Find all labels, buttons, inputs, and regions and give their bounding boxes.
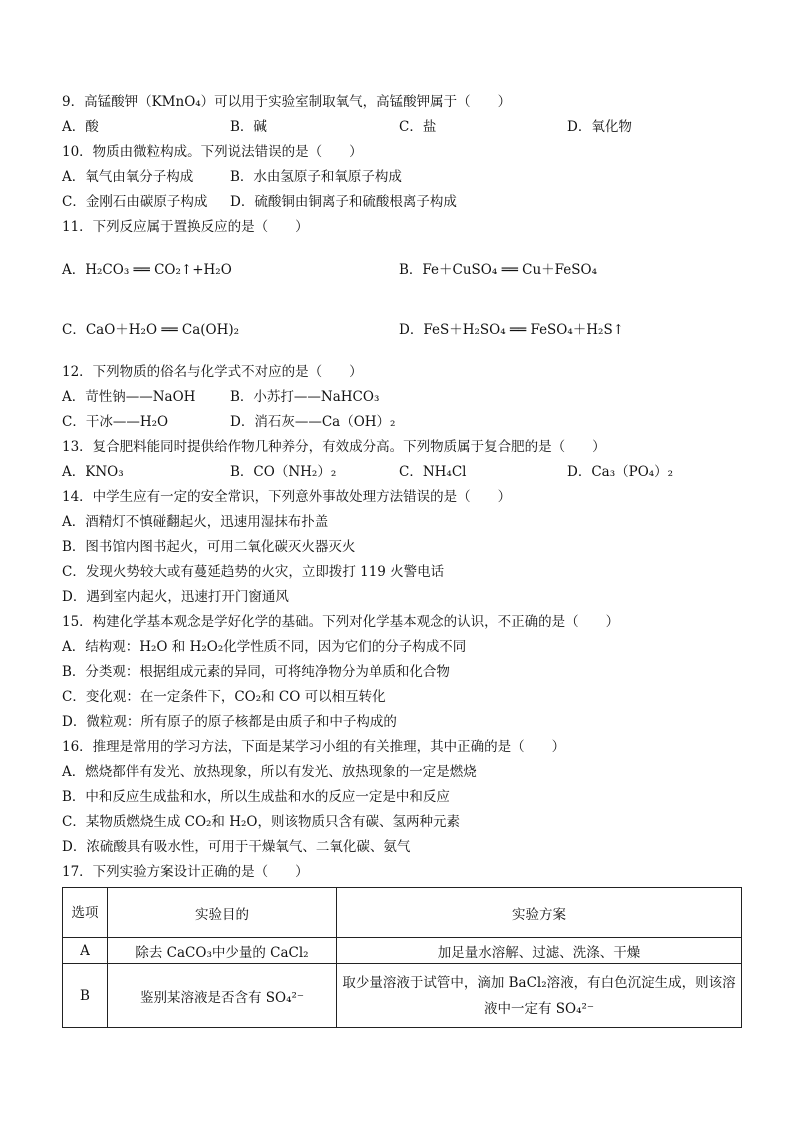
q16-stem: 16．推理是常用的学习方法，下面是某学习小组的有关推理，其中正确的是（ ） — [62, 739, 566, 755]
q10-stem: 10．物质由微粒构成。下列说法错误的是（ ） — [62, 144, 363, 160]
table-cell-plan: 取少量溶液于试管中，滴加 BaCl₂溶液，有白色沉淀生成，则该溶液中一定有 SO₄²⁻ — [337, 964, 742, 1028]
question-list — [62, 90, 738, 1028]
q15-stem: 15．构建化学基本观念是学好化学的基础。下列对化学基本观念的认识，不正确的是（ ） — [62, 614, 620, 630]
q12-stem: 12．下列物质的俗名与化学式不对应的是（ ） — [62, 364, 363, 380]
q10-options-row2 — [62, 190, 738, 215]
q12-options-row1 — [62, 385, 738, 410]
table-cell-purpose: 除去 CaCO₃中少量的 CaCl₂ — [108, 938, 337, 964]
q13-option-a[interactable]: A．KNO₃ — [62, 464, 124, 480]
q16-option-c[interactable]: C．某物质燃烧生成 CO₂和 H₂O，则该物质只含有碳、氢两种元素 — [62, 814, 460, 830]
q9-option-c[interactable]: C．盐 — [399, 119, 437, 135]
q11-option-d[interactable]: D．FeS＋H₂SO₄ ══ FeSO₄＋H₂S↑ — [399, 322, 625, 338]
q11-options-row2 — [62, 300, 738, 360]
table-cell-option[interactable]: B — [63, 964, 108, 1028]
table-header-purpose: 实验目的 — [108, 888, 337, 938]
q10-option-a[interactable]: A．氧气由氧分子构成 — [62, 169, 194, 185]
q14-option-d[interactable]: D．遇到室内起火，迅速打开门窗通风 — [62, 589, 289, 605]
q11-option-c[interactable]: C．CaO＋H₂O ══ Ca(OH)₂ — [62, 322, 240, 338]
q16-option-b[interactable]: B．中和反应生成盐和水，所以生成盐和水的反应一定是中和反应 — [62, 789, 450, 805]
table-cell-option[interactable]: A — [63, 938, 108, 964]
q14-stem: 14．中学生应有一定的安全常识，下列意外事故处理方法错误的是（ ） — [62, 489, 512, 505]
q12-option-b[interactable]: B．小苏打——NaHCO₃ — [230, 389, 380, 405]
q9-option-b[interactable]: B．碱 — [230, 119, 267, 135]
q13-option-b[interactable]: B．CO（NH₂）₂ — [230, 464, 337, 480]
q15-option-d[interactable]: D．微粒观：所有原子的原子核都是由质子和中子构成的 — [62, 714, 397, 730]
q12-options-row2 — [62, 410, 738, 435]
q10-option-b[interactable]: B．水由氢原子和氧原子构成 — [230, 169, 402, 185]
table-header-plan: 实验方案 — [337, 888, 742, 938]
q15-option-b[interactable]: B．分类观：根据组成元素的异同，可将纯净物分为单质和化合物 — [62, 664, 450, 680]
q13-option-c[interactable]: C．NH₄Cl — [399, 464, 467, 480]
q10-option-d[interactable]: D．硫酸铜由铜离子和硫酸根离子构成 — [230, 194, 457, 210]
table-cell-purpose: 鉴别某溶液是否含有 SO₄²⁻ — [108, 964, 337, 1028]
q14-option-c[interactable]: C．发现火势较大或有蔓延趋势的火灾，立即拨打 119 火警电话 — [62, 564, 445, 580]
q15-option-c[interactable]: C．变化观：在一定条件下，CO₂和 CO 可以相互转化 — [62, 689, 386, 705]
q12-option-a[interactable]: A．苛性钠——NaOH — [62, 389, 196, 405]
table-cell-plan: 加足量水溶解、过滤、洗涤、干燥 — [337, 938, 742, 964]
q13-options — [62, 460, 738, 485]
q15-option-a[interactable]: A．结构观：H₂O 和 H₂O₂化学性质不同，因为它们的分子构成不同 — [62, 639, 467, 655]
table-row — [63, 938, 742, 964]
q9-options — [62, 115, 738, 140]
q14-option-a[interactable]: A．酒精灯不慎碰翻起火，迅速用湿抹布扑盖 — [62, 514, 329, 530]
q14-option-b[interactable]: B．图书馆内图书起火，可用二氧化碳灭火器灭火 — [62, 539, 356, 555]
q11-stem: 11．下列反应属于置换反应的是（ ） — [62, 219, 309, 235]
table-header-row — [63, 888, 742, 938]
table-row — [63, 964, 742, 1028]
q10-options-row1 — [62, 165, 738, 190]
q17-stem: 17．下列实验方案设计正确的是（ ） — [62, 864, 309, 880]
table-header-option: 选项 — [63, 888, 108, 938]
q10-option-c[interactable]: C．金刚石由碳原子构成 — [62, 194, 208, 210]
q11-option-a[interactable]: A．H₂CO₃ ══ CO₂↑+H₂O — [62, 262, 232, 278]
q12-option-d[interactable]: D．消石灰——Ca（OH）₂ — [230, 414, 396, 430]
experiment-table — [62, 887, 742, 1028]
q16-option-d[interactable]: D．浓硫酸具有吸水性，可用于干燥氧气、二氧化碳、氨气 — [62, 839, 411, 855]
q9-option-d[interactable]: D．氧化物 — [567, 119, 632, 135]
q9-stem: 9．高锰酸钾（KMnO₄）可以用于实验室制取氧气，高锰酸钾属于（ ） — [62, 94, 512, 110]
q11-options-row1 — [62, 240, 738, 300]
q9-option-a[interactable]: A．酸 — [62, 119, 99, 135]
q16-option-a[interactable]: A．燃烧都伴有发光、放热现象，所以有发光、放热现象的一定是燃烧 — [62, 764, 477, 780]
q13-option-d[interactable]: D．Ca₃（PO₄）₂ — [567, 464, 674, 480]
q12-option-c[interactable]: C．干冰——H₂O — [62, 414, 169, 430]
q11-option-b[interactable]: B．Fe＋CuSO₄ ══ Cu＋FeSO₄ — [399, 262, 597, 278]
q13-stem: 13．复合肥料能同时提供给作物几种养分，有效成分高。下列物质属于复合肥的是（ ） — [62, 439, 606, 455]
